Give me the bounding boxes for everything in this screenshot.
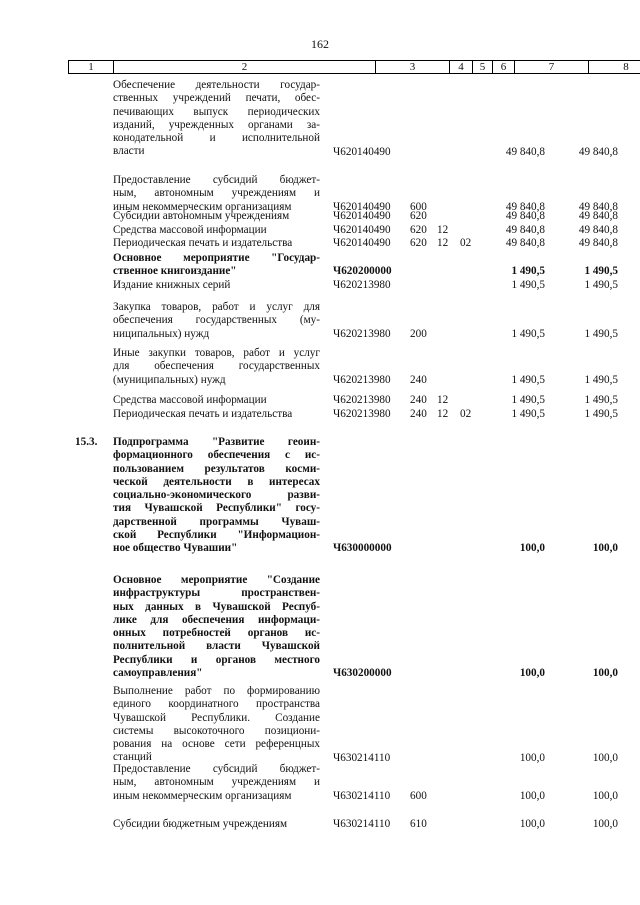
- row-name-line: Республики и органов местного: [113, 653, 320, 666]
- row-amount-2: 49 840,8: [578, 145, 618, 158]
- row-amount-1: 49 840,8: [505, 210, 545, 222]
- row-name-line: конодательной и исполнительной: [113, 132, 320, 145]
- row-name-line: ных данных в Чувашской Респуб-: [113, 600, 320, 613]
- row-expense-type: 240: [410, 373, 427, 386]
- row-amount-1: 49 840,8: [505, 200, 545, 213]
- row-name-line: Средства массовой информации: [113, 224, 267, 236]
- row-name-line: Закупка товаров, работ и услуг для: [113, 301, 320, 313]
- row-name-line: ниципальных) нужд: [113, 327, 210, 340]
- row-amount-2: 49 840,8: [578, 200, 618, 213]
- row-name-line: Периодическая печать и издательства: [113, 408, 293, 420]
- row-section: 12: [437, 237, 449, 249]
- header-col-1: 1: [69, 61, 114, 73]
- row-name-line: ным, автономным учреждениям и: [113, 187, 320, 200]
- page-number: 162: [311, 37, 329, 51]
- row-name-line: для обеспечения государственных: [113, 360, 320, 373]
- row-expense-type: 240: [410, 408, 427, 420]
- row-name-line: формационного обеспечения с ис-: [113, 449, 320, 462]
- row-name-line: единого координатного пространства: [113, 698, 320, 711]
- row-amount-1: 49 840,8: [505, 224, 545, 236]
- table-row: [0, 210, 640, 223]
- row-expense-type: 620: [410, 210, 427, 222]
- table-row: [0, 347, 640, 387]
- row-name: [113, 394, 320, 407]
- table-row: [0, 763, 640, 803]
- row-name-line: ным, автономным учреждениям и: [113, 776, 320, 789]
- row-name-line: иным некоммерческим организациям: [113, 789, 292, 802]
- row-target-article: Ч620213980: [333, 408, 391, 420]
- row-name: [113, 210, 320, 223]
- row-amount-2: 1 490,5: [584, 373, 618, 386]
- row-expense-type: 610: [410, 818, 427, 830]
- row-name: [113, 574, 320, 680]
- row-amount-1: 1 490,5: [511, 408, 545, 420]
- row-name-line: обеспечения государственных (му-: [113, 314, 320, 327]
- row-name-line: ческой деятельности в интересах: [113, 475, 320, 488]
- row-subsection: 02: [460, 408, 472, 420]
- row-section: 12: [437, 224, 449, 236]
- table-row: [0, 174, 640, 214]
- row-amount-1: 1 490,5: [511, 373, 545, 386]
- row-amount-2: 49 840,8: [578, 237, 618, 249]
- row-amount-1: 1 490,5: [511, 265, 545, 278]
- row-amount-2: 49 840,8: [578, 224, 618, 236]
- row-target-article: Ч620200000: [333, 265, 392, 278]
- row-target-article: Ч620213980: [333, 279, 391, 291]
- row-name: [113, 252, 320, 279]
- row-name-line: изданий, учрежденных органами за-: [113, 118, 320, 131]
- row-name-line: Предоставление субсидий бюджет-: [113, 763, 320, 775]
- row-target-article: Ч620140490: [333, 224, 391, 236]
- row-name-line: ственное книгоиздание": [113, 265, 237, 278]
- table-row: [0, 301, 640, 341]
- row-expense-type: 620: [410, 224, 427, 236]
- row-name-line: системы высокоточного позициони-: [113, 724, 320, 737]
- header-col-5: 5: [473, 61, 493, 73]
- row-target-article: Ч630000000: [333, 542, 392, 555]
- row-target-article: Ч630214110: [333, 818, 391, 830]
- row-amount-2: 1 490,5: [584, 394, 618, 406]
- row-amount-1: 1 490,5: [511, 279, 545, 291]
- header-col-2: 2: [114, 61, 376, 73]
- row-name-line: станций: [113, 751, 152, 764]
- row-name: [113, 301, 320, 341]
- row-amount-1: 49 840,8: [505, 237, 545, 249]
- row-amount-1: 1 490,5: [511, 394, 545, 406]
- row-amount-1: 100,0: [519, 542, 545, 555]
- header-col-3: 3: [376, 61, 450, 73]
- row-amount-2: 49 840,8: [578, 210, 618, 222]
- row-name-line: печивающих выпуск периодических: [113, 105, 320, 118]
- row-name: [113, 408, 320, 421]
- row-amount-1: 49 840,8: [505, 145, 545, 158]
- header-col-6: 6: [493, 61, 515, 73]
- row-name-line: тия Чувашской Республики" госу-: [113, 502, 320, 515]
- row-amount-1: 100,0: [519, 751, 545, 764]
- row-name-line: Чувашской Республики. Создание: [113, 711, 320, 724]
- row-name-line: социально-экономического разви-: [113, 489, 320, 502]
- table-row: [0, 79, 640, 159]
- row-target-article: Ч620140490: [333, 237, 391, 249]
- row-name-line: Издание книжных серий: [113, 279, 231, 291]
- row-name-line: Предоставление субсидий бюджет-: [113, 174, 320, 186]
- row-amount-2: 100,0: [592, 789, 618, 802]
- row-name-line: полнительной власти Чувашской: [113, 640, 320, 653]
- row-amount-2: 100,0: [592, 667, 618, 680]
- row-target-article: Ч630200000: [333, 667, 392, 680]
- row-amount-2: 1 490,5: [584, 265, 618, 278]
- row-name-line: лике для обеспечения информаци-: [113, 613, 320, 626]
- row-name-line: ное общество Чувашии": [113, 542, 238, 555]
- table-header: [68, 60, 640, 74]
- row-expense-type: 600: [410, 200, 427, 213]
- row-target-article: Ч620140490: [333, 210, 391, 222]
- row-name-line: Основное мероприятие "Государ-: [113, 252, 320, 264]
- row-name-line: Субсидии бюджетным учреждениям: [113, 818, 288, 830]
- row-name-line: Выполнение работ по формированию: [113, 685, 320, 697]
- row-expense-type: 600: [410, 789, 427, 802]
- row-section: 12: [437, 408, 449, 420]
- table-row: [0, 408, 640, 421]
- row-expense-type: 200: [410, 327, 427, 340]
- row-amount-1: 100,0: [519, 789, 545, 802]
- row-target-article: Ч620140490: [333, 145, 391, 158]
- table-row: [0, 279, 640, 292]
- row-name-line: ственных учреждений печати, обес-: [113, 92, 320, 105]
- row-subsection: 02: [460, 237, 472, 249]
- row-name: [113, 347, 320, 387]
- row-name-line: иным некоммерческим организациям: [113, 200, 292, 213]
- row-name: [113, 818, 320, 831]
- row-name: [113, 279, 320, 292]
- row-name-line: (муниципальных) нужд: [113, 373, 226, 386]
- row-name-line: Иные закупки товаров, работ и услуг: [113, 347, 320, 359]
- table-row: [0, 436, 640, 556]
- row-target-article: Ч620213980: [333, 373, 391, 386]
- table-row: [0, 818, 640, 831]
- table-row: [0, 394, 640, 407]
- row-name: [113, 685, 320, 765]
- row-name-line: рования на основе сети референцных: [113, 738, 320, 751]
- row-amount-2: 1 490,5: [584, 327, 618, 340]
- table-row: [0, 685, 640, 765]
- row-amount-2: 100,0: [592, 818, 618, 830]
- row-name: [113, 436, 320, 556]
- row-name-line: Субсидии автономным учреждениям: [113, 210, 290, 222]
- table-row: [0, 252, 640, 279]
- table-row: [0, 574, 640, 680]
- row-name-line: власти: [113, 145, 145, 158]
- table-row: [0, 237, 640, 250]
- row-name: [113, 763, 320, 803]
- row-section: 12: [437, 394, 449, 406]
- row-name-line: Основное мероприятие "Создание: [113, 574, 320, 586]
- row-amount-2: 100,0: [592, 751, 618, 764]
- row-expense-type: 620: [410, 237, 427, 249]
- row-name-line: дарственной программы Чуваш-: [113, 515, 320, 528]
- row-target-article: Ч620213980: [333, 327, 391, 340]
- row-expense-type: 240: [410, 394, 427, 406]
- row-name: [113, 79, 320, 159]
- row-target-article: Ч630214110: [333, 789, 391, 802]
- row-name-line: инфраструктуры пространствен-: [113, 587, 320, 600]
- header-col-7: 7: [515, 61, 589, 73]
- row-name-line: Периодическая печать и издательства: [113, 237, 293, 249]
- row-amount-1: 1 490,5: [511, 327, 545, 340]
- row-name: [113, 224, 320, 237]
- header-col-8: 8: [623, 61, 629, 73]
- row-name-line: Обеспечение деятельности государ-: [113, 79, 320, 91]
- row-name-line: Подпрограмма "Развитие геоин-: [113, 436, 320, 448]
- row-name-line: ской Республики "Информацион-: [113, 529, 320, 542]
- row-amount-1: 100,0: [519, 667, 545, 680]
- row-target-article: Ч630214110: [333, 751, 391, 764]
- row-name: [113, 237, 320, 250]
- row-target-article: Ч620140490: [333, 200, 391, 213]
- row-name-line: пользованием результатов косми-: [113, 462, 320, 475]
- header-col-4: 4: [450, 61, 473, 73]
- table-row: [0, 224, 640, 237]
- row-number: 15.3.: [75, 436, 98, 448]
- row-name-line: самоуправления": [113, 667, 203, 680]
- row-amount-2: 100,0: [592, 542, 618, 555]
- row-name-line: Средства массовой информации: [113, 394, 267, 406]
- row-amount-2: 1 490,5: [584, 408, 618, 420]
- row-amount-1: 100,0: [519, 818, 545, 830]
- row-name-line: онных потребностей органов ис-: [113, 627, 320, 640]
- row-target-article: Ч620213980: [333, 394, 391, 406]
- row-name: [113, 174, 320, 214]
- row-amount-2: 1 490,5: [584, 279, 618, 291]
